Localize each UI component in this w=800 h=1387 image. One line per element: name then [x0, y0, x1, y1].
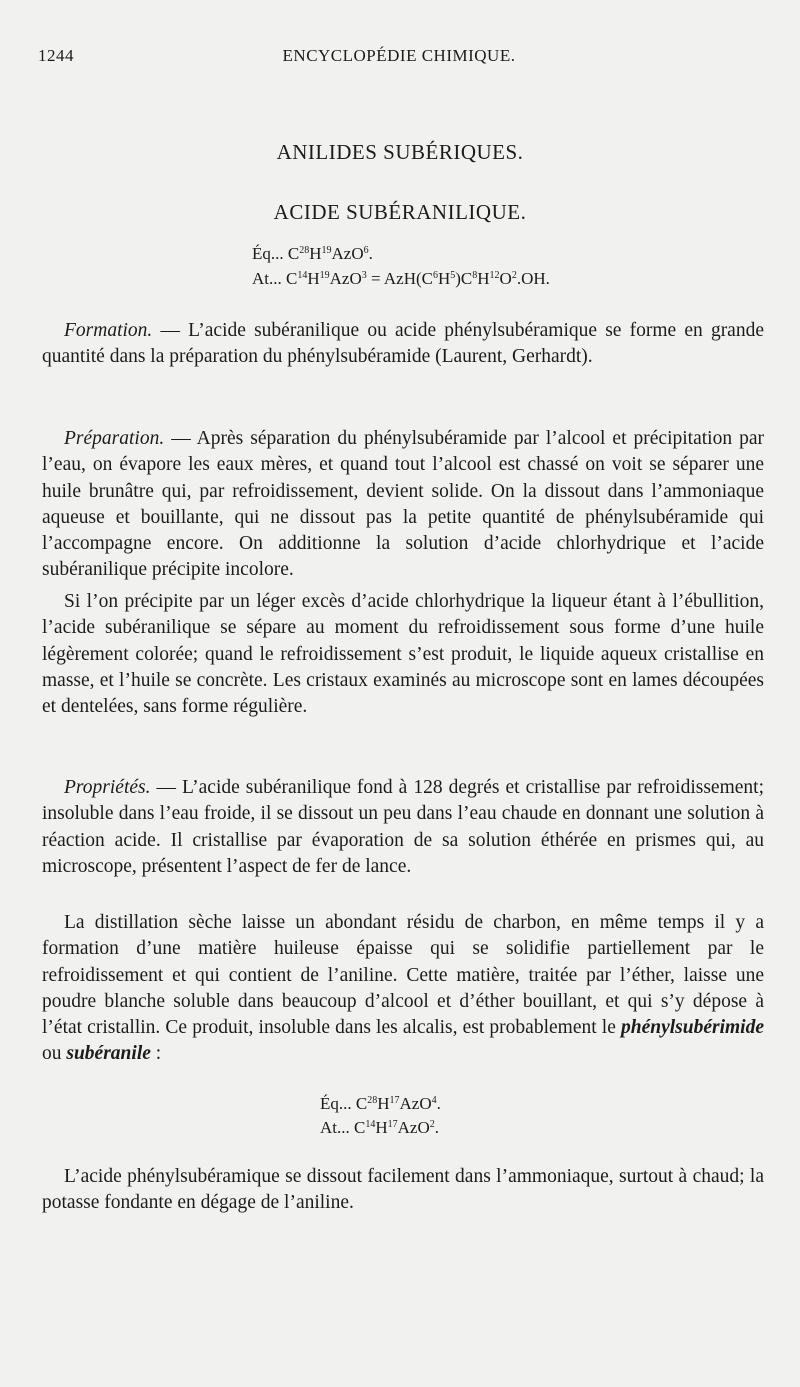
formula-atomic-2: At... $C^{14}H^{17}AzO^2$.	[320, 1118, 439, 1137]
paragraph-distillation: La distillation sèche laisse un abondant résidu de charbon, en même temps il y a formation d’une matière huileuse épaisse qui se solidifie partiellement par le refroidissement et qui contient de l’aniline. Cette matière, traitée par l’éther, laisse une poudre blanche soluble dans beaucoup d’alcool et d’éther bouillant, et qui s’y dépose à l’état cristallin. Ce produit, insoluble dans les alcalis, est probablement le phénylsubérimide ou subéranile :	[42, 912, 764, 1065]
running-head: ENCYCLOPÉDIE CHIMIQUE.	[282, 46, 516, 65]
subtitle: ACIDE SUBÉRANILIQUE.	[273, 200, 527, 224]
paragraph-preparation-2: Si l’on précipite par un léger excès d’acide chlorhydrique la liqueur étant à l’ébullition, l’acide subéranilique se sépare au moment du refroidissement sous forme d’une huile légèrement colorée; quand le refroidissement s’est produit, le liquide aqueux cristallise en masse, et l’huile se concrète. Les cristaux examinés au microscope sont en lames découpées et dentelées, sans forme régulière.	[42, 591, 764, 718]
section-title: ANILIDES SUBÉRIQUES.	[276, 140, 524, 164]
lead-formation: Formation.	[64, 320, 153, 341]
formula-equivalent-1: Éq... $C^{28}H^{19}AzO^6$.	[252, 244, 373, 263]
lead-preparation: Préparation.	[64, 428, 165, 449]
paragraph-final: L’acide phénylsubéramique se dissout facilement dans l’ammoniaque, surtout à chaud; la potasse fondante en dégage de l’aniline.	[42, 1166, 764, 1214]
term-suberanile: subéranile	[66, 1043, 151, 1065]
paragraph-preparation: Préparation. — Après séparation du phénylsubéramide par l’alcool et précipitation par l’eau, on évapore les eaux mères, et quand tout l’alcool est chassé on voit se séparer une huile brunâtre qui, par refroidissement, devient solide. On la dissout dans l’ammoniaque aqueuse et bouillante, qui ne dissout pas la petite quantité de phénylsubéramide qui l’accompagne encore. On additionne la solution d’acide chlorhydrique et l’acide subéranilique précipite incolore.	[42, 428, 764, 581]
paragraph-formation: Formation. — L’acide subéranilique ou acide phénylsubéramique se forme en grande quantité dans la préparation du phénylsubéramide (Laurent, Gerhardt).	[42, 320, 764, 368]
lead-proprietes: Propriétés.	[64, 777, 151, 798]
page-header	[38, 46, 760, 72]
formula-equivalent-2: Éq... $C^{28}H^{17}AzO^4$.	[320, 1094, 441, 1113]
term-phenylsuberimide: phénylsubérimide	[620, 1017, 764, 1039]
page-number: 1244	[38, 46, 74, 65]
formula-atomic-1: At... $C^{14}H^{19}AzO^3 = AzH(C^6H^5)C^8H^{12}O^2.OH$.	[252, 269, 550, 288]
paragraph-proprietes: Propriétés. — L’acide subéranilique fond à 128 degrés et cristallise par refroidissement; insoluble dans l’eau froide, il se dissout un peu dans l’eau chaude en donnant une solution à réaction acide. Il cristallise par évaporation de sa solution éthérée en prismes qui, au microscope, présentent l’aspect de fer de lance.	[42, 777, 764, 877]
